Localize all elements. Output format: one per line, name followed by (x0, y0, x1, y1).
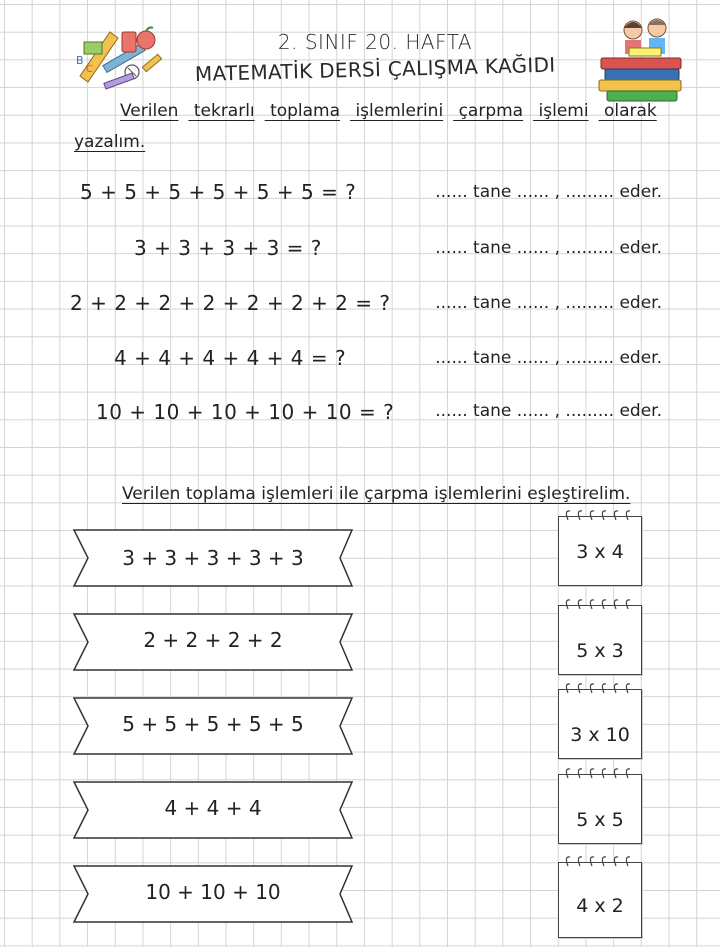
addition-expression: 5 + 5 + 5 + 5 + 5 + 5 = ? (80, 180, 357, 204)
kids-reading-books-icon (595, 8, 687, 106)
spiral-rings-icon (562, 508, 640, 522)
multiplication-card[interactable] (558, 862, 642, 938)
instruction-word: işlemi (538, 101, 589, 121)
worksheet-subject-title: MATEMATİK DERSİ ÇALIŞMA KAĞIDI (194, 52, 556, 86)
instruction-word: Verilen (120, 101, 179, 121)
answer-blank[interactable]: ...... tane ...... , ......... eder. (435, 238, 662, 258)
addition-expression: 10 + 10 + 10 + 10 + 10 = ? (96, 400, 395, 424)
multiplication-card[interactable] (558, 689, 642, 759)
instruction-word: toplama (270, 101, 341, 121)
banner-label: 5 + 5 + 5 + 5 + 5 (122, 712, 304, 736)
addition-banner[interactable] (72, 864, 354, 924)
banner-label: 2 + 2 + 2 + 2 (143, 628, 283, 652)
svg-text:B: B (76, 54, 84, 67)
addition-banner[interactable] (72, 528, 354, 588)
answer-blank[interactable]: ...... tane ...... , ......... eder. (435, 348, 662, 368)
multiplication-card[interactable] (558, 774, 642, 844)
addition-expression: 2 + 2 + 2 + 2 + 2 + 2 + 2 = ? (70, 291, 391, 315)
instruction-word: tekrarlı (193, 101, 255, 121)
svg-text:C: C (86, 64, 93, 75)
multiplication-card[interactable] (558, 516, 642, 586)
section2-instruction: Verilen toplama işlemleri ile çarpma işlemlerini eşleştirelim. (122, 484, 631, 504)
addition-banner[interactable] (72, 780, 354, 840)
spiral-rings-icon (562, 854, 640, 868)
answer-blank[interactable]: ...... tane ...... , ......... eder. (435, 401, 662, 421)
card-label: 3 x 10 (570, 724, 630, 746)
addition-expression: 3 + 3 + 3 + 3 = ? (134, 236, 322, 260)
instruction-word: olarak (603, 101, 657, 121)
instruction-word: işlemlerini (355, 101, 444, 121)
section1-instruction-line1 (120, 101, 657, 121)
card-label: 3 x 4 (576, 541, 624, 563)
card-label: 5 x 3 (576, 640, 624, 662)
answer-blank[interactable]: ...... tane ...... , ......... eder. (435, 293, 662, 313)
instruction-word: çarpma (458, 101, 524, 121)
spiral-rings-icon (562, 681, 640, 695)
answer-blank[interactable]: ...... tane ...... , ......... eder. (435, 182, 662, 202)
addition-banner[interactable] (72, 612, 354, 672)
card-label: 4 x 2 (576, 895, 624, 917)
spiral-rings-icon (562, 597, 640, 611)
section1-instruction-line2: yazalım. (74, 132, 146, 152)
banner-label: 4 + 4 + 4 (164, 796, 262, 820)
addition-banner[interactable] (72, 696, 354, 756)
spiral-rings-icon (562, 766, 640, 780)
worksheet-week-title: 2. SINIF 20. HAFTA (277, 30, 473, 54)
multiplication-card[interactable] (558, 605, 642, 675)
addition-expression: 4 + 4 + 4 + 4 + 4 = ? (114, 346, 347, 370)
banner-label: 10 + 10 + 10 (145, 880, 281, 904)
banner-label: 3 + 3 + 3 + 3 + 3 (122, 546, 304, 570)
card-label: 5 x 5 (576, 809, 624, 831)
